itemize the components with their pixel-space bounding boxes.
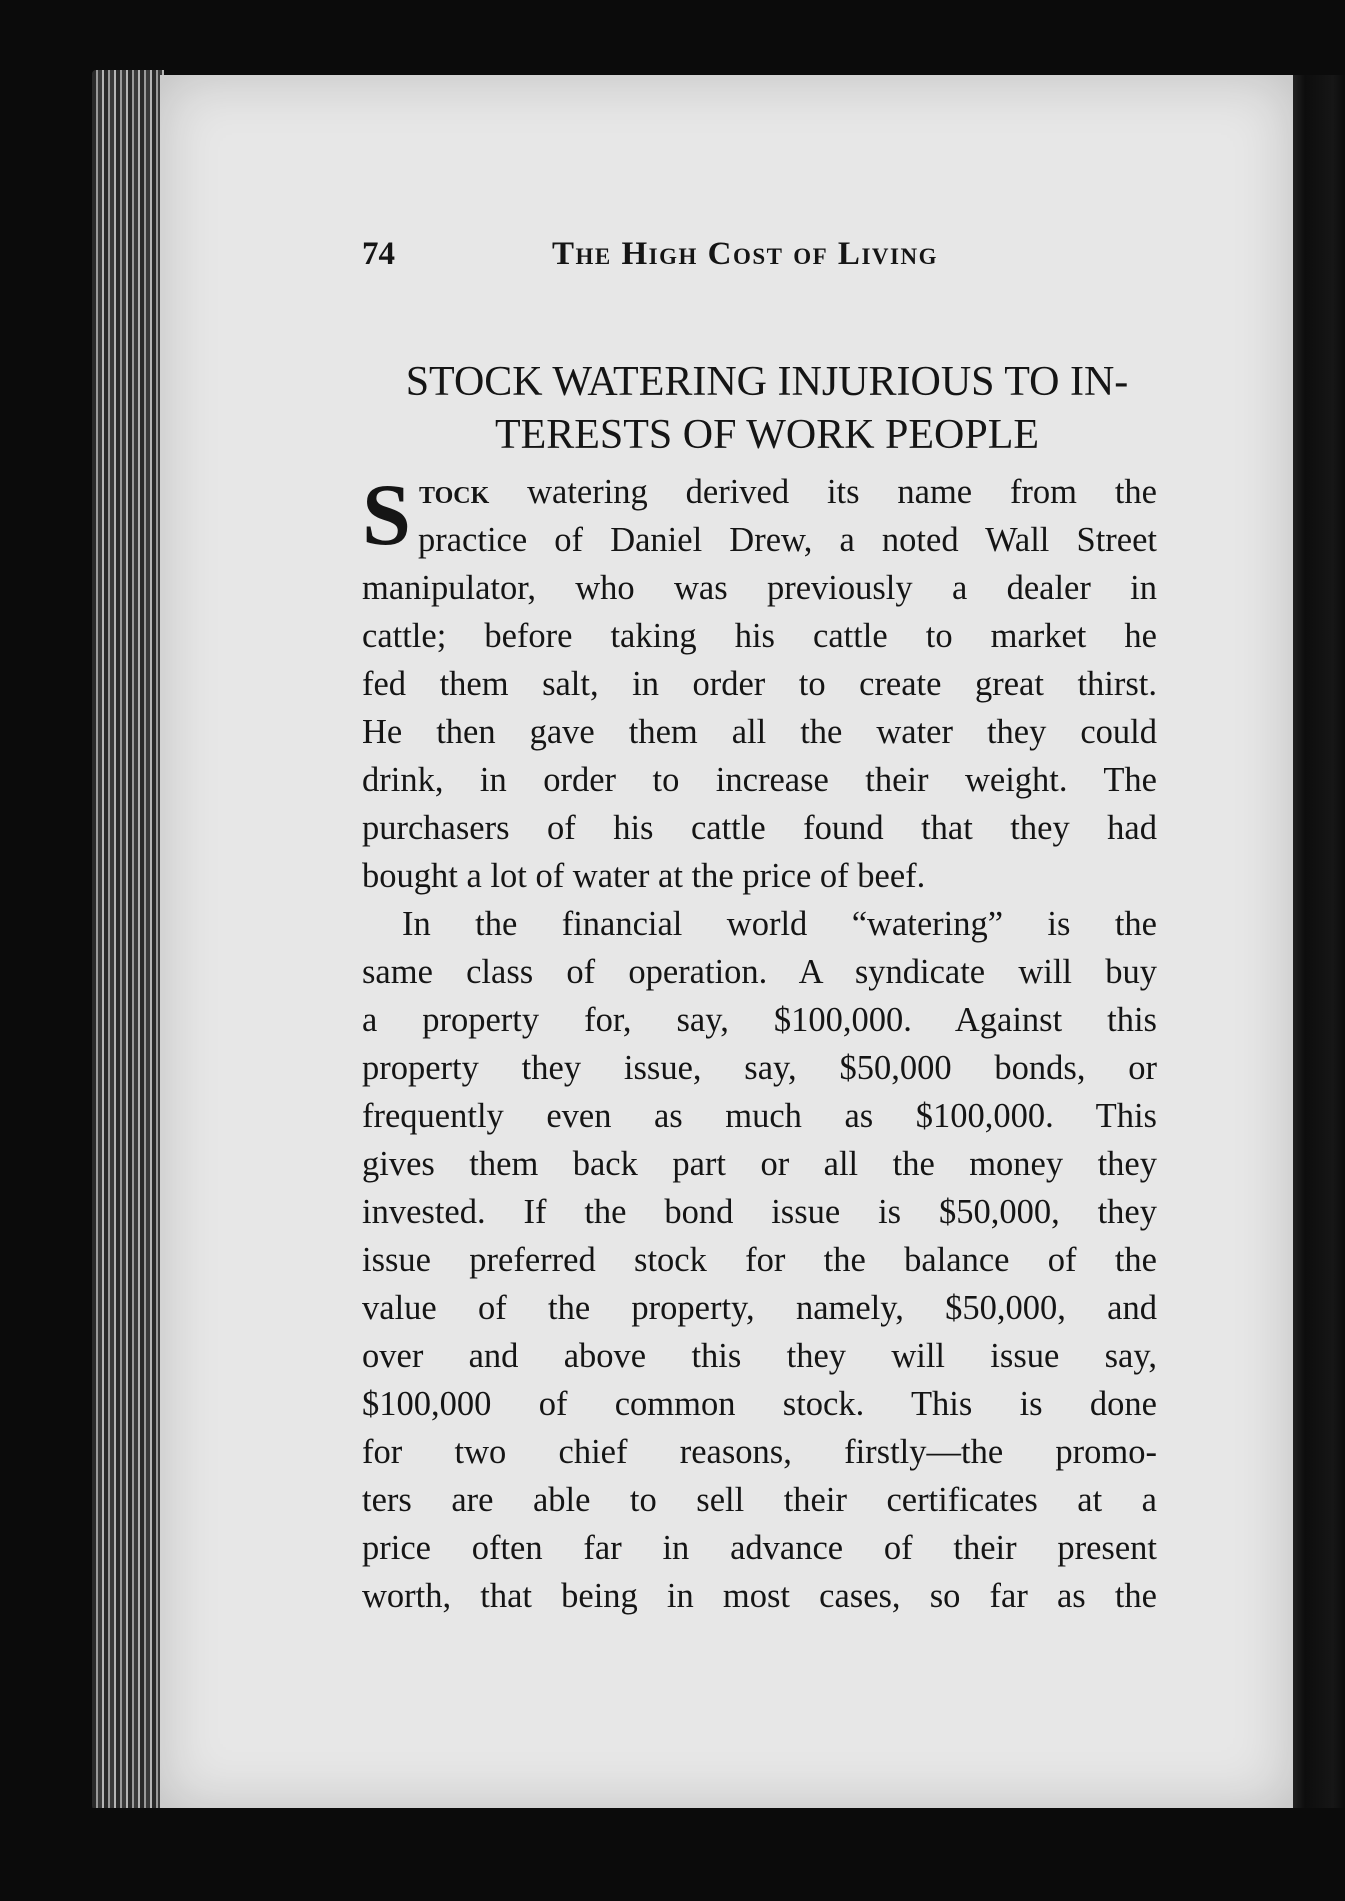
paragraph-2-line: value of the property, namely, $50,000, and (362, 1289, 1157, 1327)
page-stack-edges (92, 70, 164, 1810)
paragraph-2-line: In the financial world “watering” is the (402, 905, 1157, 943)
paragraph-2-line: frequently even as much as $100,000. This (362, 1097, 1157, 1135)
running-title: The High Cost of Living (552, 236, 938, 272)
paragraph-1-line: drink, in order to increase their weight. The (362, 761, 1157, 799)
paragraph-1-line: fed them salt, in order to create great thirst. (362, 665, 1157, 703)
paragraph-2-line: issue preferred stock for the balance of the (362, 1241, 1157, 1279)
heading-line-2: TERESTS OF WORK PEOPLE (494, 412, 1040, 458)
paragraph-2-line: a property for, say, $100,000. Against this (362, 1001, 1157, 1039)
paragraph-2-line: invested. If the bond issue is $50,000, they (362, 1193, 1157, 1231)
paragraph-1-line: purchasers of his cattle found that they had (362, 809, 1157, 847)
bottom-shadow (92, 1808, 1345, 1901)
paragraph-1-line: cattle; before taking his cattle to market he (362, 617, 1157, 655)
paragraph-1 (362, 468, 1157, 900)
paragraph-2-line: same class of operation. A syndicate will buy (362, 953, 1157, 991)
paragraph-2 (362, 900, 1157, 1620)
facing-page-edge (1293, 75, 1345, 1865)
paragraph-2-line: over and above this they will issue say, (362, 1337, 1157, 1375)
first-word-smallcaps: tock (419, 473, 490, 511)
paragraph-2-line: gives them back part or all the money they (362, 1145, 1157, 1183)
heading-line-1: STOCK WATERING INJURIOUS TO IN- (405, 359, 1129, 405)
paragraph-2-line: ters are able to sell their certificates at a (362, 1481, 1157, 1519)
paragraph-2-line: property they issue, say, $50,000 bonds, or (362, 1049, 1157, 1087)
page-number: 74 (362, 236, 395, 272)
paragraph-1-line: bought a lot of water at the price of beef. (362, 857, 926, 895)
paragraph-2-line: worth, that being in most cases, so far as the (362, 1577, 1157, 1615)
drop-cap: S (362, 467, 411, 564)
paragraph-1-line: tock watering derived its name from the (419, 473, 1157, 511)
paragraph-2-line: price often far in advance of their present (362, 1529, 1157, 1567)
paragraph-1-line: practice of Daniel Drew, a noted Wall Street (418, 521, 1157, 559)
section-heading (362, 356, 1172, 462)
paragraph-1-line: manipulator, who was previously a dealer in (362, 569, 1157, 607)
paragraph-2-line: $100,000 of common stock. This is done (362, 1385, 1157, 1423)
paragraph-2-line: for two chief reasons, firstly—the promo- (362, 1433, 1157, 1471)
paragraph-1-line: He then gave them all the water they could (362, 713, 1157, 751)
